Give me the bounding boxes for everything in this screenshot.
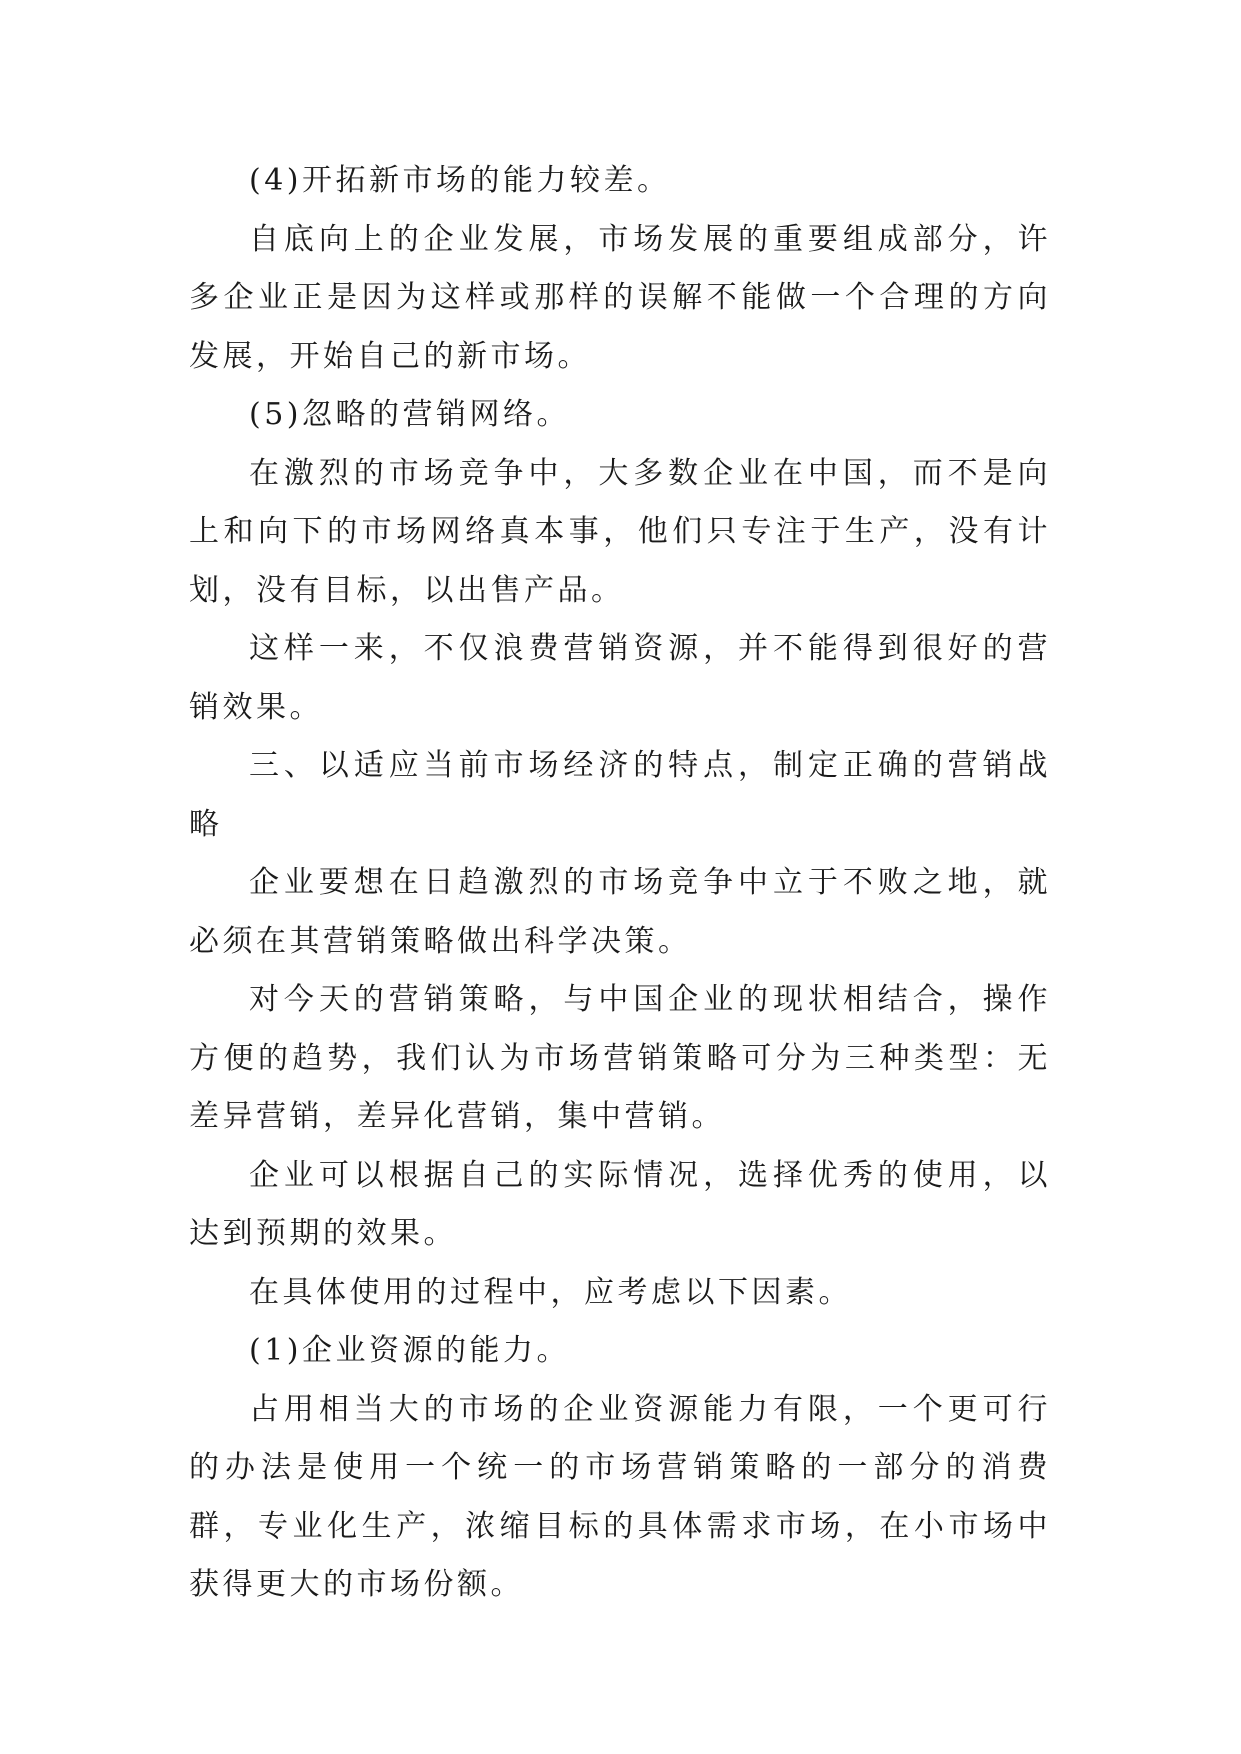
paragraph-market-competition: 在激烈的市场竞争中，大多数企业在中国，而不是向上和向下的市场网络真本事，他们只专注于生产，没有计划，没有目标，以出售产品。 [189, 455, 1051, 608]
section-heading-three: 三、以适应当前市场经济的特点，制定正确的营销战略 [189, 748, 1051, 842]
paragraph-scientific-decision: 企业要想在日趋激烈的市场竞争中立于不败之地，就必须在其营销策略做出科学决策。 [189, 865, 1051, 959]
paragraph-limited-resources: 占用相当大的市场的企业资源能力有限，一个更可行的办法是使用一个统一的市场营销策略的一部分的消费群，专业化生产，浓缩目标的具体需求市场，在小市场中获得更大的市场份额。 [189, 1391, 1051, 1602]
paragraph-item-5-heading: (5)忽略的营销网络。 [249, 397, 570, 432]
paragraph-factors-intro: 在具体使用的过程中，应考虑以下因素。 [249, 1274, 852, 1310]
paragraph-choose-strategy: 企业可以根据自己的实际情况，选择优秀的使用，以达到预期的效果。 [189, 1157, 1051, 1251]
paragraph-waste-resources: 这样一来，不仅浪费营销资源，并不能得到很好的营销效果。 [189, 631, 1051, 725]
document-body [189, 152, 1051, 1615]
paragraph-three-strategy-types: 对今天的营销策略，与中国企业的现状相结合，操作方便的趋势，我们认为市场营销策略可分为三种类型：无差异营销，差异化营销，集中营销。 [189, 982, 1051, 1134]
paragraph-item-4-heading: (4)开拓新市场的能力较差。 [249, 163, 671, 198]
paragraph-item-1-heading: (1)企业资源的能力。 [249, 1333, 570, 1368]
paragraph-bottom-up-development: 自底向上的企业发展，市场发展的重要组成部分，许多企业正是因为这样或那样的误解不能做一个合理的方向发展，开始自己的新市场。 [189, 221, 1051, 374]
